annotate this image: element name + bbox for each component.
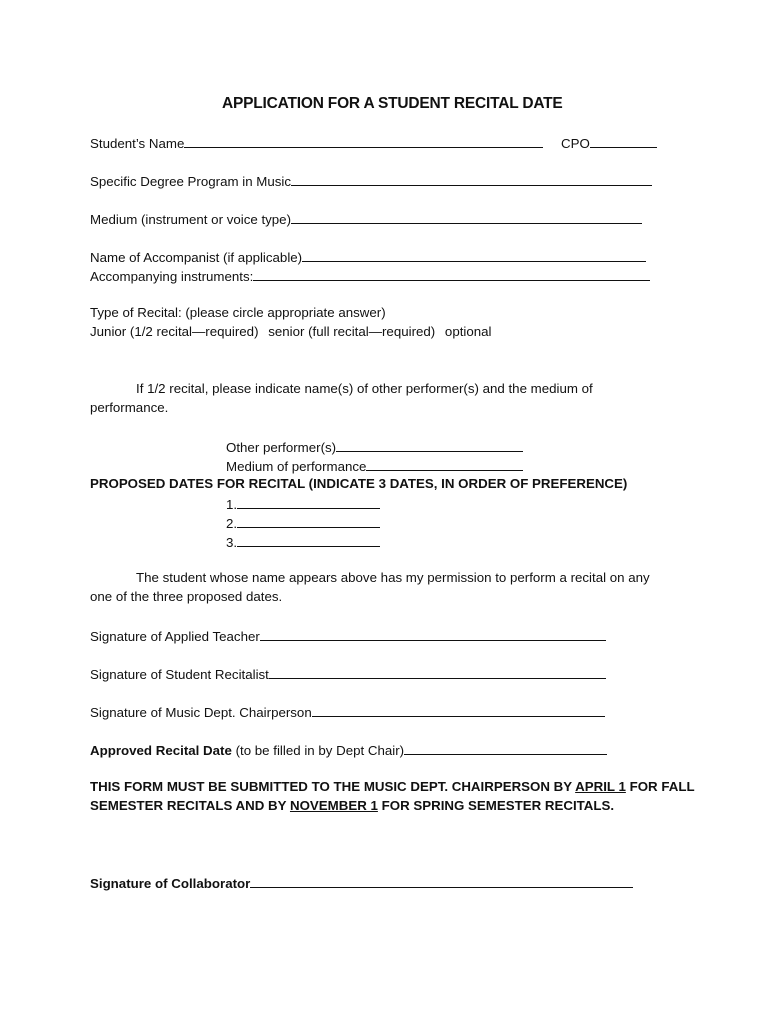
accompanist-label: Name of Accompanist (if applicable) [90, 250, 303, 265]
accompanying-instruments-field[interactable] [253, 268, 650, 281]
accompanying-instruments-row [90, 268, 650, 283]
recital-option-optional[interactable]: optional [444, 324, 492, 339]
cpo-label: CPO [561, 136, 590, 151]
spring-deadline: NOVEMBER 1 [289, 798, 378, 813]
other-performers-label: Other performer(s) [226, 440, 337, 455]
proposed-date-3-field[interactable] [237, 534, 380, 547]
proposed-dates-heading: PROPOSED DATES FOR RECITAL (INDICATE 3 DATES, IN ORDER OF PREFERENCE) [90, 476, 628, 491]
student-name-field[interactable] [184, 135, 543, 148]
medium-of-performance-label: Medium of performance [226, 459, 367, 474]
proposed-date-2-row [226, 515, 380, 530]
chairperson-signature-label: Signature of Music Dept. Chairperson [90, 705, 312, 720]
collaborator-signature-label: Signature of Collaborator [90, 876, 251, 891]
proposed-date-1-label: 1. [226, 497, 238, 512]
student-recitalist-signature-field[interactable] [269, 666, 606, 679]
proposed-date-3-label: 3. [226, 535, 238, 550]
notice-line2-text: SEMESTER RECITALS AND BY [90, 798, 290, 813]
collaborator-signature-row [90, 875, 633, 890]
recital-type-options [90, 325, 492, 338]
proposed-date-3-row [226, 534, 380, 549]
chairperson-signature-field[interactable] [312, 704, 605, 717]
degree-program-field[interactable] [291, 173, 652, 186]
notice-line1-text: THIS FORM MUST BE SUBMITTED TO THE MUSIC DEPT. CHAIRPERSON BY [90, 779, 576, 794]
student-recitalist-signature-row [90, 666, 606, 681]
proposed-date-1-row [226, 496, 380, 511]
form-title: APPLICATION FOR A STUDENT RECITAL DATE [222, 95, 563, 112]
accompanist-row [90, 249, 646, 264]
notice-line2-end: FOR SPRING SEMESTER RECITALS. [377, 798, 615, 813]
collaborator-signature-field[interactable] [250, 875, 633, 888]
permission-line2: one of the three proposed dates. [90, 589, 283, 604]
medium-of-performance-field[interactable] [366, 458, 523, 471]
submission-notice-line1 [90, 780, 695, 793]
applied-teacher-signature-label: Signature of Applied Teacher [90, 629, 260, 644]
degree-program-row [90, 173, 652, 188]
medium-label: Medium (instrument or voice type) [90, 212, 291, 227]
applied-teacher-signature-field[interactable] [260, 628, 606, 641]
approved-date-row [90, 742, 607, 757]
accompanying-instruments-label: Accompanying instruments: [90, 269, 254, 284]
degree-program-label: Specific Degree Program in Music [90, 174, 292, 189]
fall-deadline: APRIL 1 [575, 779, 626, 794]
other-performers-row [226, 439, 523, 454]
accompanist-field[interactable] [302, 249, 646, 262]
approved-date-label: Approved Recital Date [90, 743, 232, 758]
submission-notice-line2 [90, 799, 614, 812]
applied-teacher-signature-row [90, 628, 606, 643]
proposed-date-2-field[interactable] [237, 515, 380, 528]
student-name-label: Student’s Name [90, 136, 185, 151]
medium-row [90, 211, 642, 226]
medium-of-performance-row [226, 458, 523, 473]
medium-field[interactable] [291, 211, 642, 224]
recital-type-prompt: Type of Recital: (please circle appropriate answer) [90, 305, 386, 320]
other-performers-field[interactable] [336, 439, 523, 452]
student-name-row [90, 135, 543, 150]
notice-line1-end: FOR FALL [625, 779, 695, 794]
permission-line1: The student whose name appears above has my permission to perform a recital on any [136, 570, 650, 585]
proposed-date-2-label: 2. [226, 516, 238, 531]
proposed-date-1-field[interactable] [237, 496, 380, 509]
student-recitalist-signature-label: Signature of Student Recitalist [90, 667, 269, 682]
chairperson-signature-row [90, 704, 605, 719]
recital-option-junior[interactable]: Junior (1/2 recital—required) [90, 324, 259, 339]
approved-date-note: (to be filled in by Dept Chair) [235, 743, 405, 758]
recital-option-senior[interactable]: senior (full recital—required) [268, 324, 436, 339]
approved-date-field[interactable] [404, 742, 607, 755]
half-recital-instruction-line2: performance. [90, 400, 169, 415]
cpo-field[interactable] [590, 135, 657, 148]
half-recital-instruction-line1: If 1/2 recital, please indicate name(s) of other performer(s) and the medium of [136, 381, 593, 396]
cpo-row [561, 135, 657, 150]
